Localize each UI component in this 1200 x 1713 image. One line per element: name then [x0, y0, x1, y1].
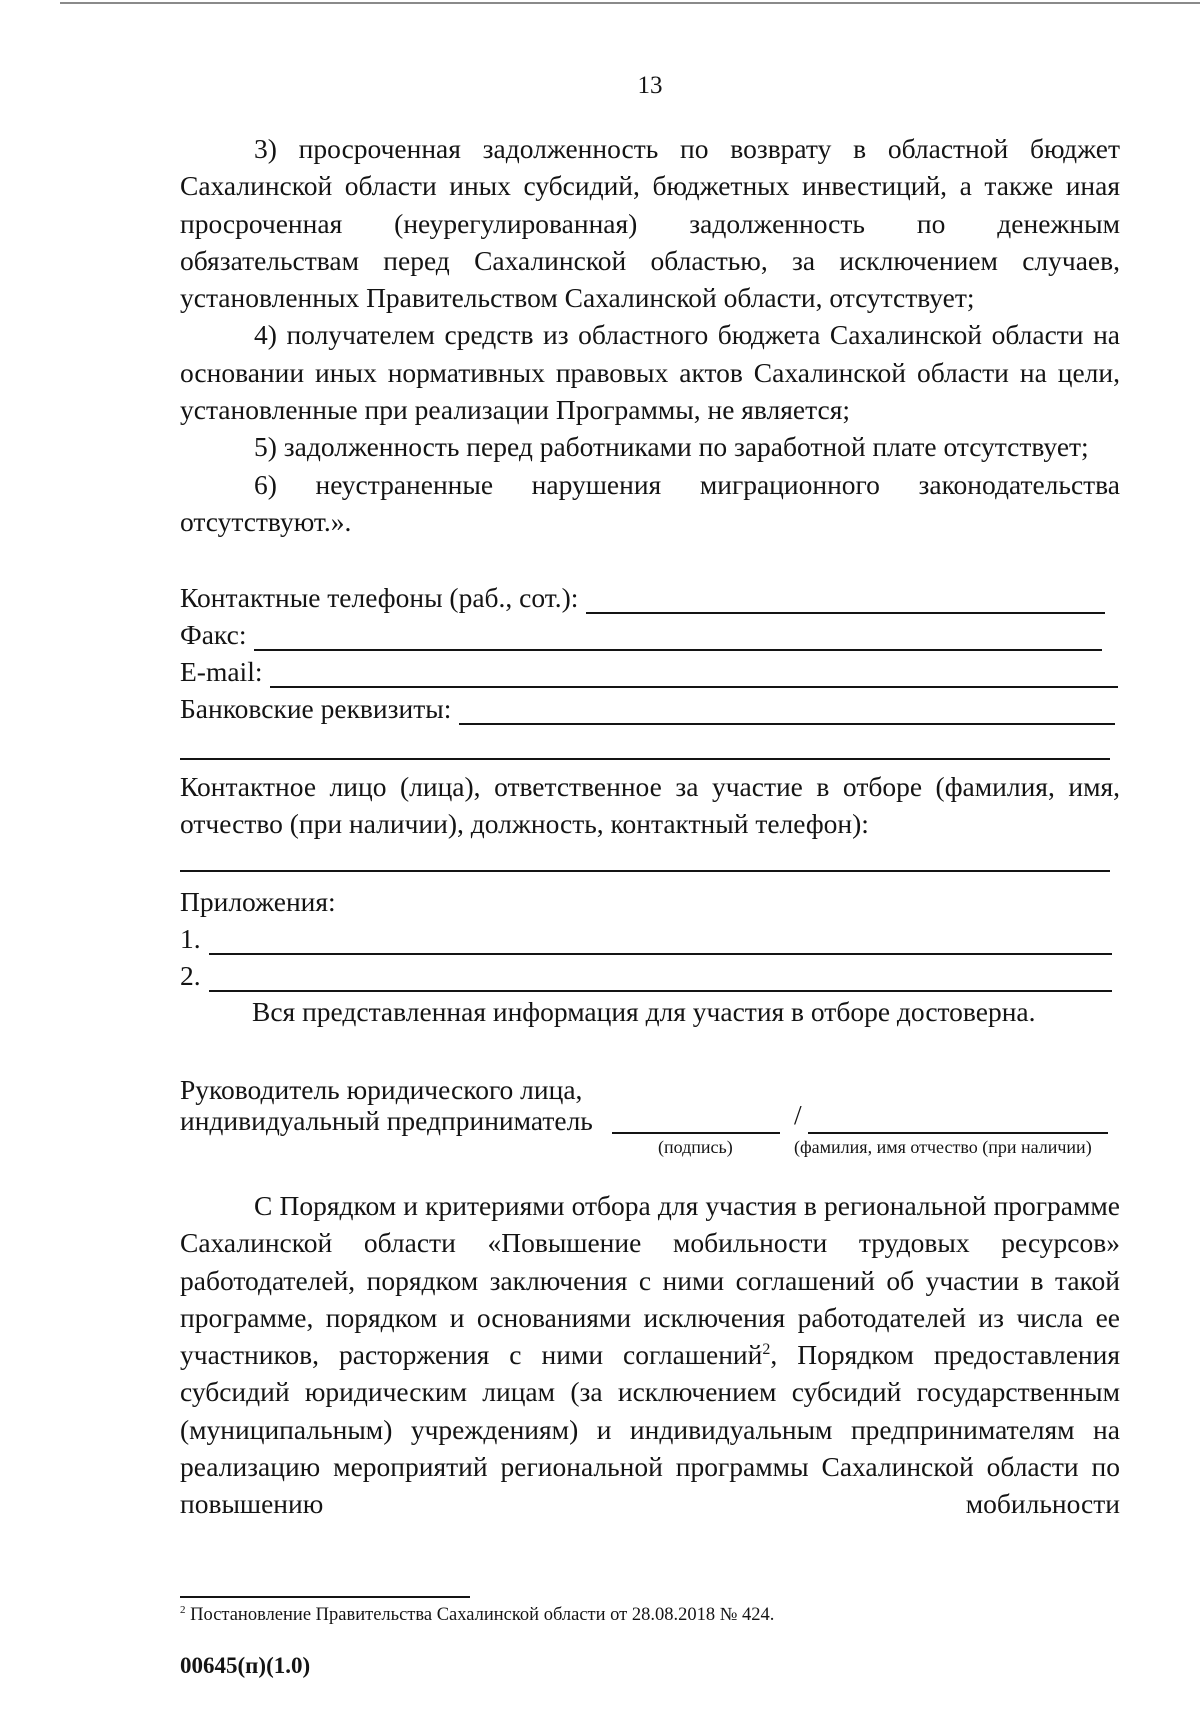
condition-4: 4) получателем средств из областного бюджета Сахалинской области на основании иных нормативных правовых актов Сахалинской области на цели, установленные при реализации Программы, не является; — [180, 319, 1120, 426]
contact-person-label: Контактное лицо (лица), ответственное за участие в отборе (фамилия, имя, отчество (при наличии), должность, контактный телефон): — [180, 771, 1120, 840]
acknowledgement-part-1: С Порядком и критериями отбора для участия в региональной программе Сахалинской области «Повышение мобильности трудовых ресурсов» работодателей, порядком заключения с ними соглашений об участии в такой программе, порядком и основаниями исключения работодателей из числа ее участников, расторжения с ними соглашений — [180, 1190, 1120, 1371]
email-line[interactable] — [270, 656, 1118, 688]
acknowledgement-block — [180, 1187, 1120, 1523]
footnote-text: Постановление Правительства Сахалинской области от 28.08.2018 № 424. — [185, 1605, 775, 1626]
condition-6-end: отсутствуют.». — [180, 505, 352, 537]
page-number: 13 — [637, 72, 663, 99]
confirmation-text: Вся представленная информация для участия в отборе достоверна. — [252, 996, 1036, 1027]
bank-details-line-2[interactable] — [180, 758, 1110, 760]
attachment-1-line[interactable] — [209, 923, 1112, 955]
attachment-2-field — [180, 958, 1112, 992]
acknowledgement-part-2: , Порядком предоставления субсидий юридическим лицам (за исключением субсидий государственным (муниципальным) учреждениям) и индивидуальным предпринимателям на реализацию мероприятий региональной программы Сахалинской области по повышению мобильности — [180, 1339, 1120, 1520]
bank-details-label: Банковские реквизиты: — [180, 693, 452, 724]
phones-label: Контактные телефоны (раб., сот.): — [180, 582, 579, 613]
full-name-caption: (фамилия, имя отчество (при наличии) — [794, 1137, 1092, 1157]
attachment-2-number: 2. — [180, 960, 201, 991]
email-label: E-mail: — [180, 656, 263, 687]
fax-line[interactable] — [254, 619, 1102, 651]
bank-details-line[interactable] — [459, 693, 1115, 725]
condition-5: 5) задолженность перед работниками по заработной плате отсутствует; — [254, 431, 1089, 463]
attachment-1-field — [180, 921, 1112, 955]
contact-person-line[interactable] — [180, 870, 1110, 872]
top-scan-edge — [60, 2, 1200, 4]
phones-field — [180, 580, 1105, 614]
confirmation-block — [252, 993, 1112, 1030]
fax-label: Факс: — [180, 619, 247, 650]
attachment-2-line[interactable] — [209, 960, 1112, 992]
bank-details-field — [180, 691, 1115, 725]
signature-title-line-2: индивидуальный предприниматель — [180, 1105, 593, 1136]
conditions-list — [180, 130, 1120, 540]
email-field — [180, 654, 1118, 688]
condition-3: 3) просроченная задолженность по возврату в областной бюджет Сахалинской области иных субсидий, бюджетных инвестиций, а также иная просроченная (неурегулированная) задолженность по денежным обязательствам перед Сахалинской областью, за исключением случаев, установленных Правительством Сахалинской области, отсутствует; — [180, 133, 1120, 314]
phones-line[interactable] — [586, 582, 1105, 614]
contact-person-block — [180, 768, 1120, 843]
attachments-heading — [180, 884, 1120, 918]
footnote-reference: 2 — [762, 1341, 771, 1359]
fax-field — [180, 617, 1102, 651]
footnote-marker: 2 — [180, 1604, 186, 1616]
footnote-separator — [180, 1596, 470, 1598]
document-code: 00645(п)(1.0) — [180, 1653, 311, 1678]
signature-title-line-1: Руководитель юридического лица, — [180, 1074, 583, 1105]
signature-slash: / — [794, 1099, 802, 1130]
full-name-line[interactable] — [808, 1132, 1108, 1134]
acknowledgement-text — [180, 1187, 1120, 1523]
condition-6: 6) неустраненные нарушения миграционного законодательства — [254, 468, 1120, 500]
footnote — [180, 1604, 774, 1626]
attachments-label: Приложения: — [180, 886, 336, 917]
signature-caption: (подпись) — [658, 1137, 733, 1157]
signature-line[interactable] — [612, 1132, 780, 1134]
attachment-1-number: 1. — [180, 923, 201, 954]
